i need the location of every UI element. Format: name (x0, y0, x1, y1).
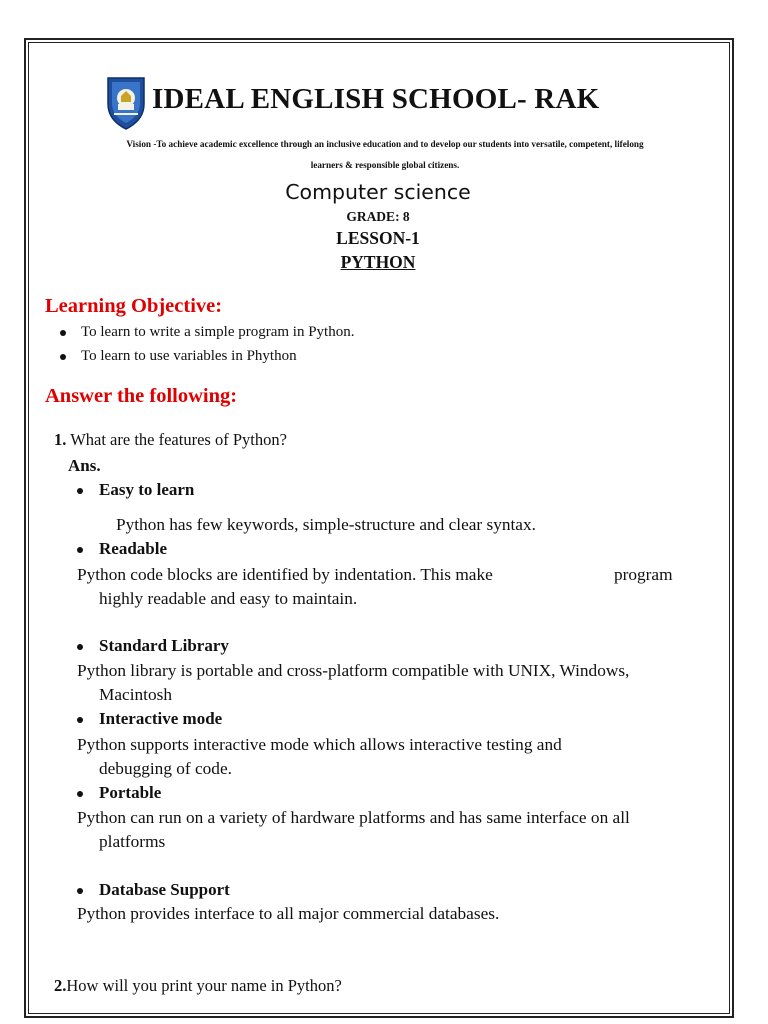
feature-description: debugging of code. (99, 759, 232, 778)
objective-item: To learn to use variables in Phython (81, 348, 297, 364)
bullet-icon (77, 547, 83, 553)
objective-item: To learn to write a simple program in Python. (81, 324, 355, 340)
feature-title: Readable (99, 539, 167, 558)
school-name: IDEAL ENGLISH SCHOOL- RAK (152, 83, 600, 115)
feature-title: Interactive mode (99, 709, 223, 728)
topic-title-text: PYTHON (340, 252, 416, 272)
feature-title: Standard Library (99, 636, 229, 655)
learning-objective-heading: Learning Objective: (45, 295, 223, 317)
answer-label: Ans. (68, 456, 101, 475)
feature-title: Database Support (99, 880, 230, 899)
topic-title (28, 252, 728, 273)
feature-description: Python can run on a variety of hardware platforms and has same interface on all (77, 808, 630, 827)
subject-title: Computer science (285, 180, 471, 204)
question-1-number: 1. (54, 430, 67, 449)
bullet-icon (60, 330, 66, 336)
feature-description: highly readable and easy to maintain. (99, 589, 358, 608)
feature-description: program (614, 565, 673, 584)
feature-description: Python supports interactive mode which allows interactive testing and (77, 735, 562, 754)
question-2 (54, 976, 342, 996)
feature-title: Portable (99, 783, 162, 802)
feature-description: Python code blocks are identified by indentation. This make (77, 565, 493, 584)
school-crest-logo (104, 74, 148, 130)
feature-description: Python library is portable and cross-platform compatible with UNIX, Windows, (77, 661, 630, 680)
bullet-icon (77, 888, 83, 894)
question-2-text: How will you print your name in Python? (66, 976, 342, 995)
vision-statement-line2: learners & responsible global citizens. (310, 160, 460, 170)
answer-section-heading: Answer the following: (45, 385, 238, 407)
feature-description: Python has few keywords, simple-structure and clear syntax. (116, 515, 536, 534)
grade-label: GRADE: 8 (346, 209, 410, 224)
feature-description: Macintosh (99, 685, 172, 704)
bullet-icon (77, 488, 83, 494)
bullet-icon (60, 354, 66, 360)
question-2-number: 2. (54, 976, 67, 995)
feature-description: Python provides interface to all major commercial databases. (77, 904, 500, 923)
question-1 (54, 430, 287, 450)
bullet-icon (77, 791, 83, 797)
bullet-icon (77, 644, 83, 650)
feature-description: platforms (99, 832, 166, 851)
feature-title: Easy to learn (99, 480, 195, 499)
lesson-label: LESSON-1 (336, 228, 420, 248)
bullet-icon (77, 717, 83, 723)
vision-statement-line1: Vision -To achieve academic excellence through an inclusive education and to develop our students into versatile, competent, lifelong (126, 139, 644, 149)
question-1-text: What are the features of Python? (70, 430, 287, 449)
